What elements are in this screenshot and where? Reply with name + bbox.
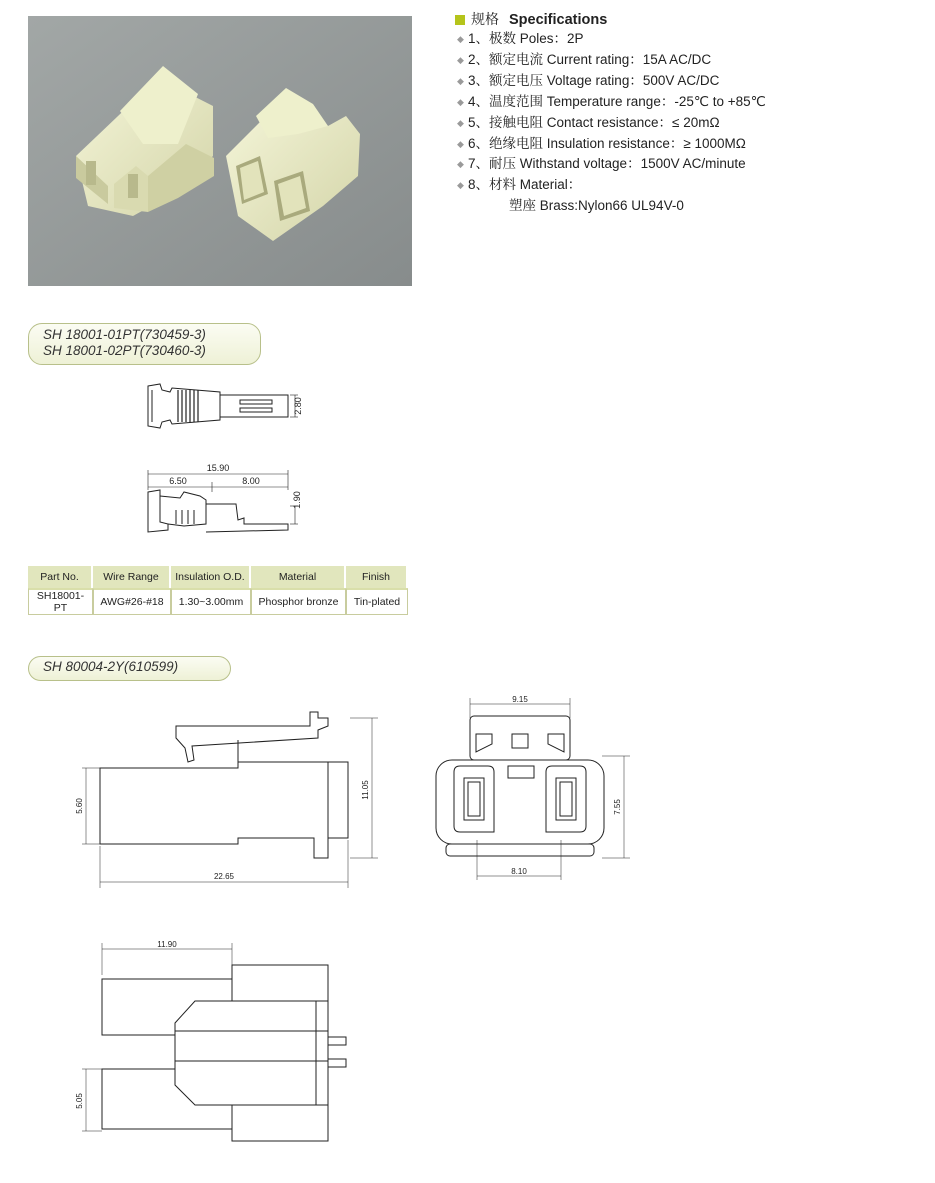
dim-front-pitch: 8.10 [511, 867, 527, 876]
table-row [28, 588, 408, 615]
dim-top-height: 5.05 [75, 1093, 84, 1109]
specifications-list [457, 29, 766, 216]
dim-terminal-left: 6.50 [169, 476, 187, 486]
spec-title-cn: 规格 [471, 11, 499, 27]
spec-item: ◆ 2、额定电流 Current rating：15A AC/DC [457, 50, 766, 71]
diamond-bullet-icon: ◆ [457, 34, 464, 44]
cell-material: Phosphor bronze [251, 588, 346, 615]
spec-item: ◆ 5、接触电阻 Contact resistance：≤ 20mΩ [457, 113, 766, 134]
spec-material-detail: 塑座 Brass:Nylon66 UL94V-0 [509, 198, 684, 214]
cell-wire-range: AWG#26-#18 [93, 588, 171, 615]
diamond-bullet-icon: ◆ [457, 96, 464, 107]
spec-item: ◆ 7、耐压 Withstand voltage：1500V AC/minute [457, 154, 766, 175]
housing-top-view-drawing [70, 935, 370, 1150]
col-material: Material [251, 566, 346, 588]
dim-front-top: 9.15 [512, 695, 528, 704]
terminal-part-number-1: SH 18001-01PT(730459-3) [43, 327, 206, 342]
diamond-bullet-icon: ◆ [457, 180, 464, 191]
cell-finish: Tin-plated [346, 588, 408, 615]
dim-top-width: 11.90 [157, 940, 177, 949]
spec-item: ◆ 3、额定电压 Voltage rating：500V AC/DC [457, 71, 766, 92]
col-wire-range: Wire Range [93, 566, 171, 588]
diamond-bullet-icon: ◆ [457, 54, 464, 65]
dim-terminal-total-length: 15.90 [206, 463, 230, 473]
terminal-top-view-drawing [140, 378, 310, 438]
terminal-part-label [28, 323, 261, 365]
spec-item: ◆ 8、材料 Material： [457, 175, 766, 196]
terminal-side-view-drawing [140, 460, 310, 540]
spec-title-en: Specifications [509, 12, 608, 28]
col-insulation-od: Insulation O.D. [171, 566, 251, 588]
housing-front-view-drawing [430, 690, 640, 885]
col-finish: Finish [346, 566, 408, 588]
part-spec-table [28, 566, 408, 615]
dim-side-height: 5.60 [75, 798, 84, 814]
specifications-title [455, 9, 607, 29]
diamond-bullet-icon: ◆ [457, 75, 464, 86]
housing-side-view-drawing [70, 710, 390, 900]
dim-terminal-height: 1.90 [292, 491, 302, 509]
dim-side-length: 22.65 [213, 872, 235, 881]
terminal-part-number-2: SH 18001-02PT(730460-3) [43, 343, 206, 358]
dim-terminal-right: 8.00 [242, 476, 260, 486]
cell-part-no: SH18001-PT [28, 588, 93, 615]
diamond-bullet-icon: ◆ [457, 159, 464, 170]
cell-insulation-od: 1.30~3.00mm [171, 588, 251, 615]
product-photo [28, 16, 412, 286]
dim-side-total-height: 11.05 [361, 780, 370, 800]
diamond-bullet-icon: ◆ [457, 117, 464, 128]
col-part-no: Part No. [28, 566, 93, 588]
table-header-row [28, 566, 408, 588]
bullet-square-icon [455, 15, 465, 25]
dim-terminal-width: 2.80 [293, 397, 303, 415]
spec-item: ◆ 1、极数 Poles：2P [457, 29, 766, 50]
dim-front-height: 7.55 [613, 799, 622, 815]
housing-part-label: SH 80004-2Y(610599) [28, 656, 231, 681]
diamond-bullet-icon: ◆ [457, 138, 464, 149]
spec-item: ◆ 4、温度范围 Temperature range：-25℃ to +85℃ [457, 92, 766, 113]
spec-item: ◆ 6、绝缘电阻 Insulation resistance：≥ 1000MΩ [457, 134, 766, 155]
